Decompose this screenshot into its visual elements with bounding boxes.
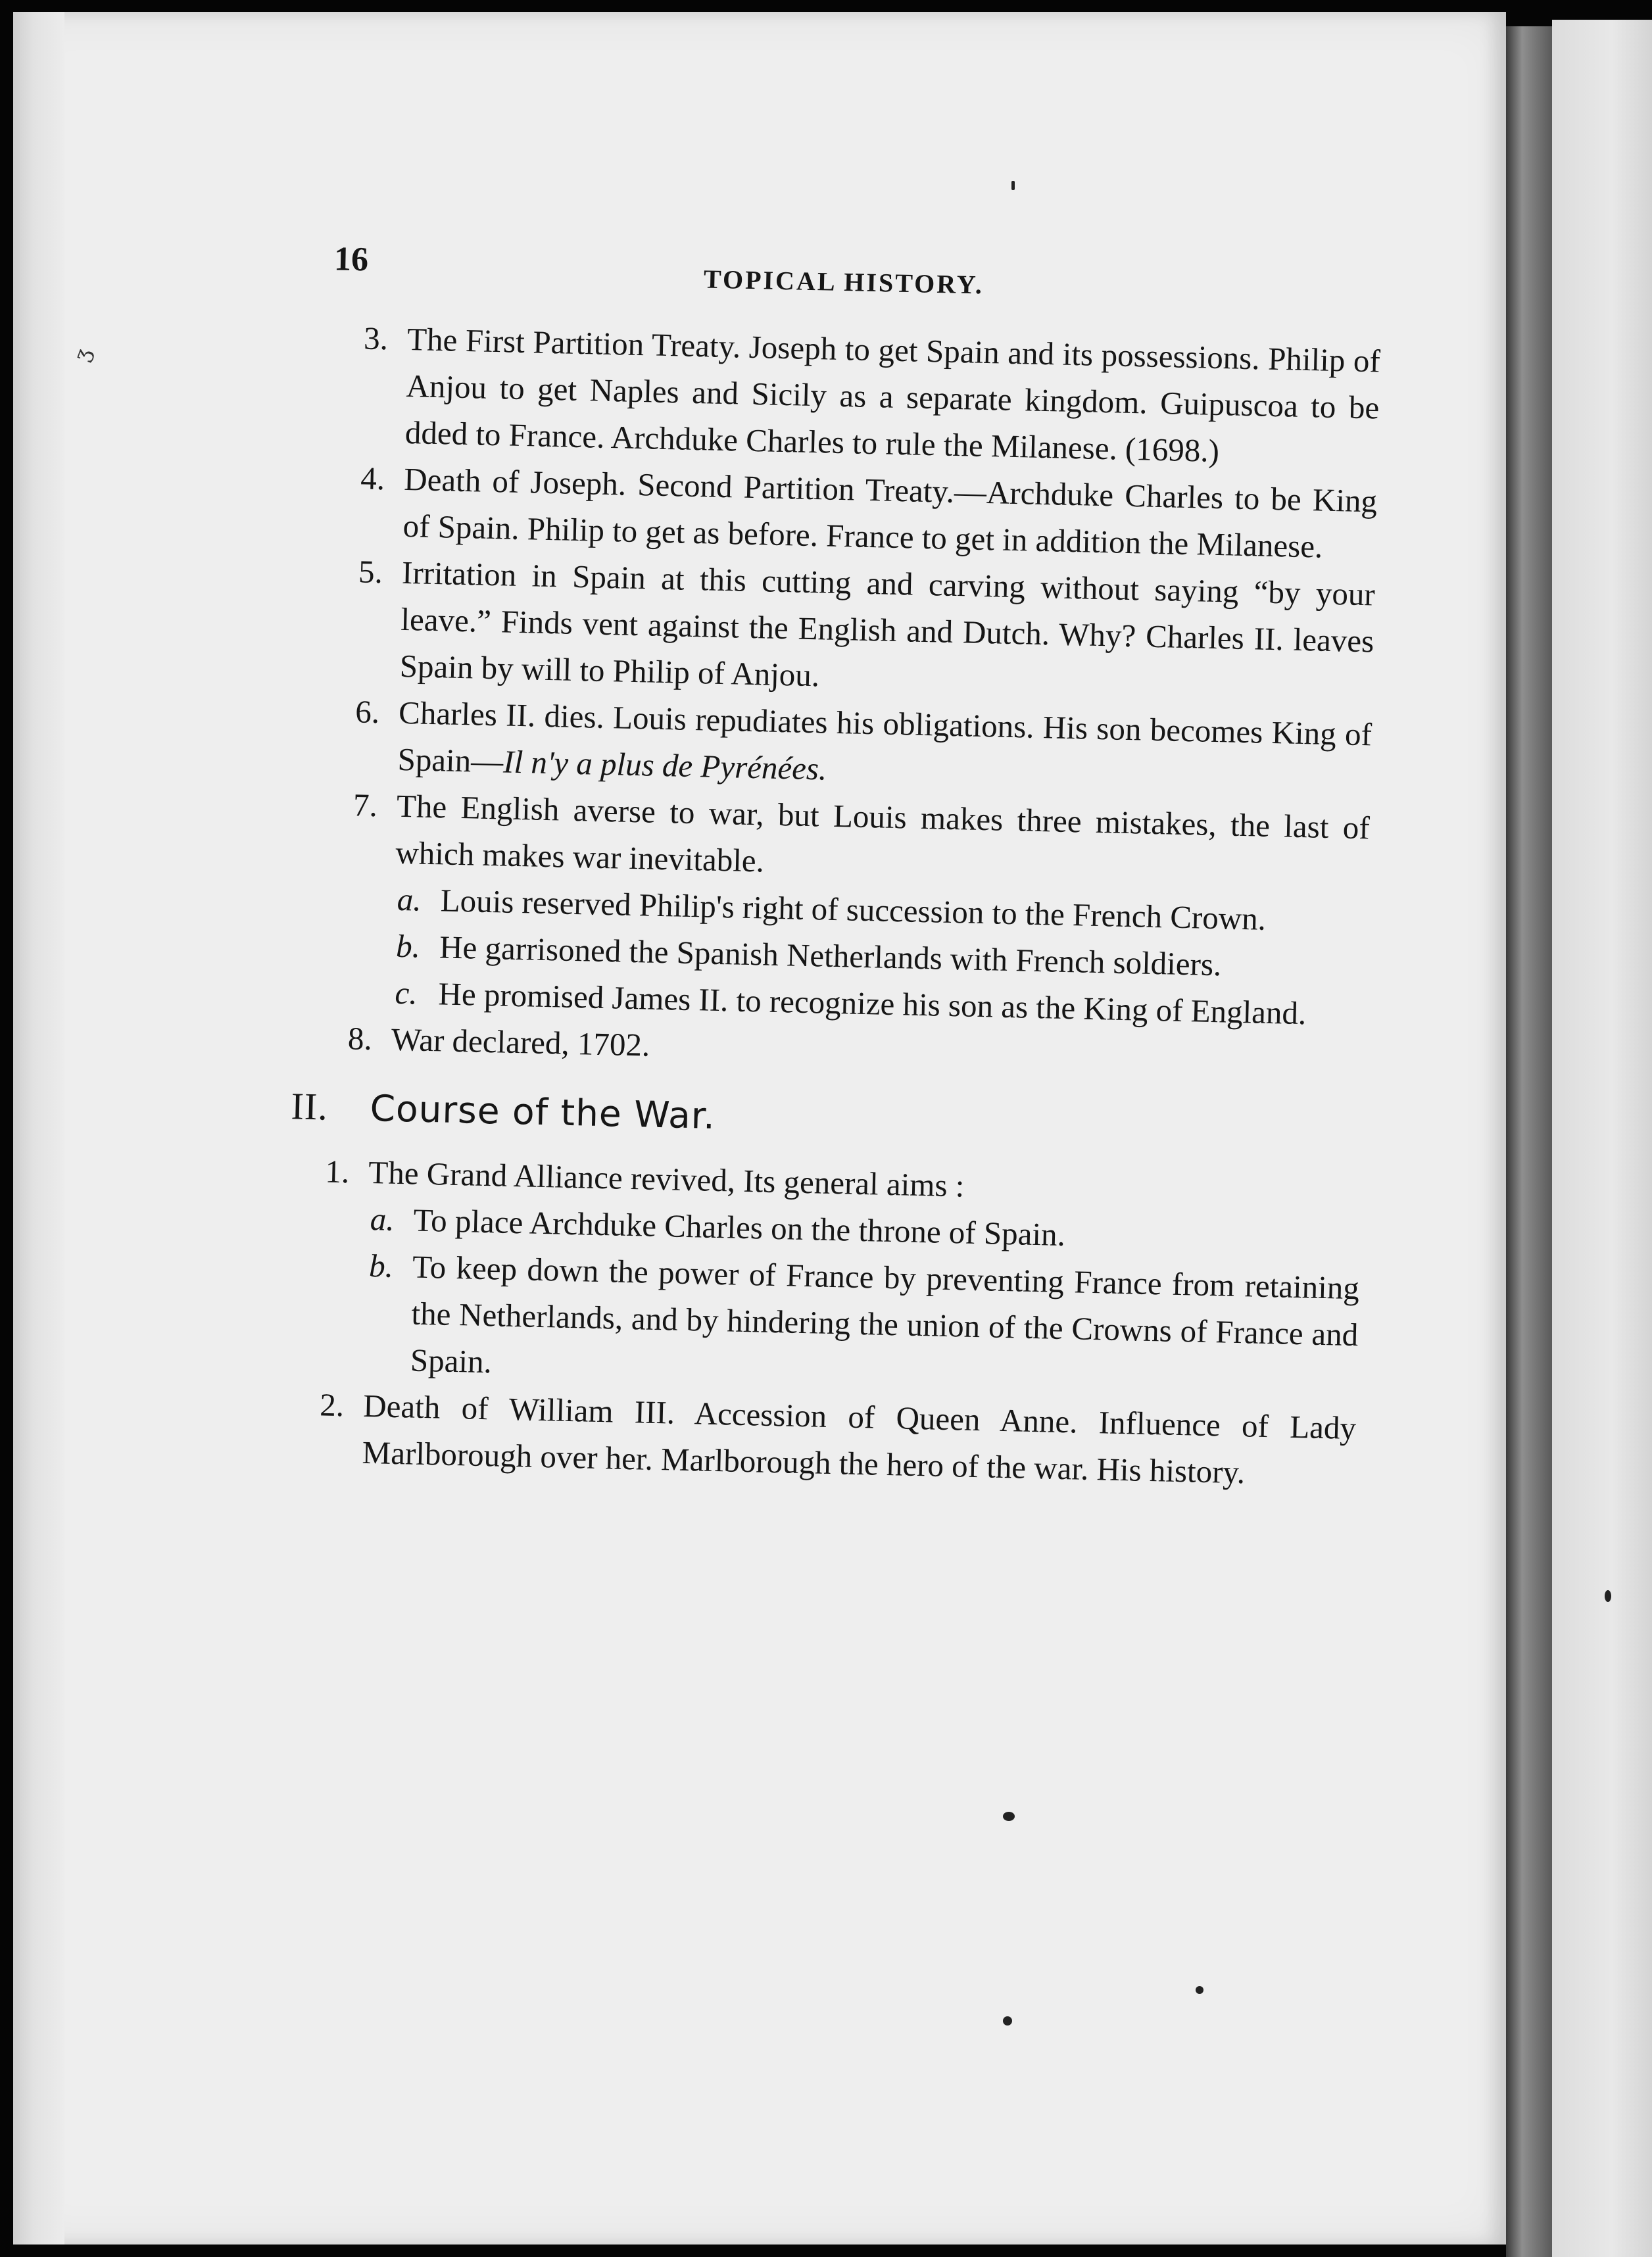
sub-item-text: He garrisoned the Spanish Netherlands with French soldiers. <box>439 929 1222 983</box>
ink-speck <box>1196 1986 1203 1994</box>
page-number: 16 <box>333 240 369 279</box>
section-numeral: II. <box>290 1084 329 1128</box>
sub-item-letter: c. <box>395 974 418 1011</box>
sub-item-text: He promised James II. to recognize his son as the King of England. <box>438 975 1307 1032</box>
sub-list-item <box>368 1244 1360 1405</box>
item-number: 6. <box>354 693 380 731</box>
item-number: 5. <box>358 553 383 591</box>
item-number: 2. <box>319 1386 345 1424</box>
sub-item-text: To place Archduke Charles on the throne of Spain. <box>413 1201 1066 1253</box>
adjacent-page-edge <box>1552 20 1652 2257</box>
item-number: 7. <box>352 787 378 824</box>
sub-item-letter: a. <box>370 1201 395 1238</box>
margin-mark-icon: ʒ <box>68 345 96 364</box>
item-number: 4. <box>360 460 385 497</box>
running-head: TOPICAL HISTORY. <box>703 264 984 300</box>
item-text: Irritation in Spain at this cutting and carving without saying “by your leave.” Finds vent against the English and Dutch. Why? Charles II. leaves Spain by will to Philip of Anjou. <box>399 554 1376 694</box>
item-text: Death of Joseph. Second Partition Treaty.—Archduke Charles to be King of Spain. Philip to get as before. France to get in addition the Milanese. <box>402 460 1378 565</box>
section-heading <box>291 1082 1363 1154</box>
list-item <box>358 549 1376 712</box>
sub-item-letter: b. <box>395 927 421 965</box>
ink-speck <box>1605 1590 1611 1602</box>
sub-item-text: Louis reserved Philip's right of succession to the French Crown. <box>440 882 1267 937</box>
sub-item-letter: b. <box>368 1248 394 1284</box>
page-body <box>290 316 1381 1498</box>
page-left-edge <box>13 12 64 2245</box>
item-text: War declared, 1702. <box>391 1021 650 1063</box>
item-text: The Grand Alliance revived, Its general aims : <box>368 1153 965 1204</box>
page-gutter-shadow <box>1506 26 1552 2257</box>
item-text: The First Partition Treaty. Joseph to get Spain and its possessions. Philip of Anjou to get Naples and Sicily as a separate kingdom. Guipuscoa to be dded to France. Archduke Charles to rule the Milanese. (1698.) <box>404 320 1381 470</box>
ink-speck <box>1011 181 1015 190</box>
section-course-of-war <box>290 1084 1363 1498</box>
ink-speck <box>1003 2016 1012 2026</box>
item-text-italic: Il n'y a plus de Pyrénées. <box>502 743 827 787</box>
item-text: Charles II. dies. Louis repudiates his obligations. His son becomes King of Spain— <box>397 694 1373 780</box>
item-number: 3. <box>363 320 389 357</box>
item-text: The English averse to war, but Louis makes three mistakes, the last of which makes war inevitable. <box>395 787 1371 879</box>
item-number: 1. <box>324 1153 350 1190</box>
section-title: Course of the War. <box>369 1087 716 1137</box>
list-item <box>363 316 1381 478</box>
item-number: 8. <box>347 1020 373 1057</box>
ink-speck <box>1003 1812 1015 1821</box>
sub-item-letter: a. <box>397 881 422 918</box>
item-text: Death of William III. Accession of Queen Anne. Influence of Lady Marlborough over her. Marlborough the hero of the war. His history. <box>362 1387 1357 1491</box>
sub-item-text: To keep down the power of France by preventing France from retaining the Netherlands, and by hindering the union of the Crowns of France and Spain. <box>410 1248 1360 1380</box>
